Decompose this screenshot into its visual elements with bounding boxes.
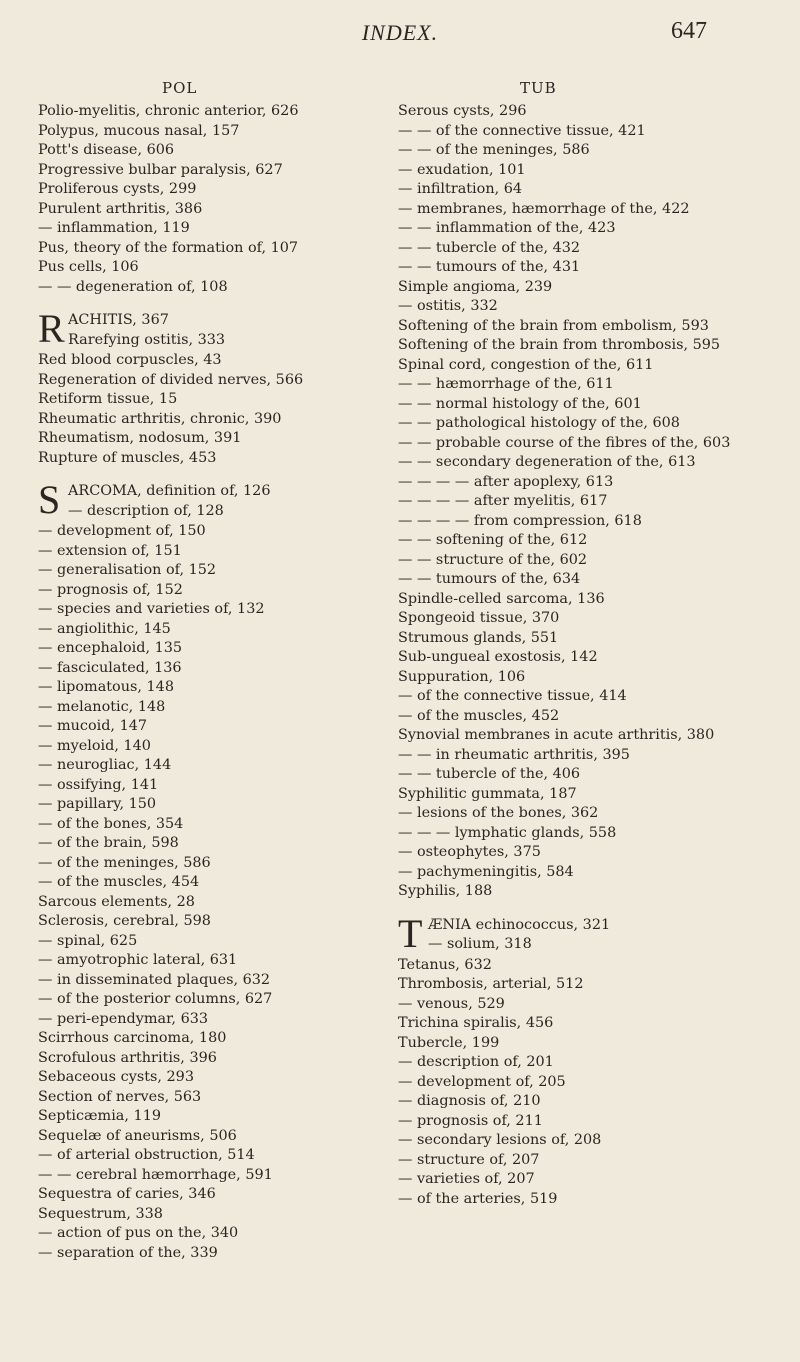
index-entry: Sclerosis, cerebral, 598 <box>38 913 211 929</box>
index-entry: — exudation, 101 <box>398 161 526 178</box>
index-entry: Pott's disease, 606 <box>38 142 175 158</box>
index-entry: — lipomatous, 148 <box>38 679 174 695</box>
index-entry: Pus, theory of the formation of, 107 <box>38 239 299 256</box>
section-s-head <box>38 477 390 522</box>
index-entry: Serous cysts, 296 <box>398 103 527 119</box>
index-entry: — of the muscles, 454 <box>38 874 200 890</box>
index-entry: — infiltration, 64 <box>398 181 523 197</box>
index-entry: — venous, 529 <box>398 995 505 1012</box>
index-entry: — description of, 128 <box>68 502 224 519</box>
index-entry: — — probable course of the fibres of the, 603 <box>398 434 731 451</box>
index-entry: ÆNIA echinococcus, 321 <box>428 916 611 933</box>
index-entry: Polio-myelitis, chronic anterior, 626 <box>38 103 299 119</box>
index-entry: — of arterial obstruction, 514 <box>38 1147 255 1163</box>
index-entry: Sebaceous cysts, 293 <box>38 1069 194 1085</box>
index-entry: Sequestrum, 338 <box>38 1205 163 1222</box>
index-entry: — encephaloid, 135 <box>38 640 183 656</box>
index-entry: Spinal cord, congestion of the, 611 <box>398 356 654 373</box>
index-entry: — neurogliac, 144 <box>38 757 172 773</box>
left-column <box>38 78 390 1263</box>
right-group-t <box>398 956 743 1210</box>
index-entry: — papillary, 150 <box>38 796 157 812</box>
index-entry: Proliferous cysts, 299 <box>38 181 197 197</box>
index-entry: Retiform tissue, 15 <box>38 391 178 407</box>
index-entry: — — in rheumatic arthritis, 395 <box>398 746 630 763</box>
index-entry: — prognosis of, 152 <box>38 581 183 598</box>
index-entry: — prognosis of, 211 <box>398 1112 543 1129</box>
left-group-p <box>38 102 390 297</box>
index-entry: — — cerebral hæmorrhage, 591 <box>38 1166 273 1183</box>
index-entry: Suppuration, 106 <box>398 668 526 685</box>
index-entry: — in disseminated plaques, 632 <box>38 971 271 988</box>
index-entry: — extension of, 151 <box>38 542 182 559</box>
index-entry: — peri-ependymar, 633 <box>38 1010 209 1027</box>
index-entry: — — — lymphatic glands, 558 <box>398 824 617 841</box>
index-entry: — of the posterior columns, 627 <box>38 991 273 1007</box>
index-entry: Sequelæ of aneurisms, 506 <box>38 1127 237 1144</box>
index-entry: Sequestra of caries, 346 <box>38 1186 216 1202</box>
index-entry: — — tubercle of the, 432 <box>398 239 581 256</box>
index-entry: — pachymeningitis, 584 <box>398 863 574 880</box>
index-entry: Polypus, mucous nasal, 157 <box>38 122 240 139</box>
index-entry: — myeloid, 140 <box>38 737 151 754</box>
index-entry: Softening of the brain from embolism, 593 <box>398 317 709 334</box>
index-entry: Syphilitic gummata, 187 <box>398 785 577 802</box>
index-entry: — fasciculated, 136 <box>38 659 182 676</box>
index-entry: — development of, 150 <box>38 523 206 539</box>
right-column <box>398 78 743 1209</box>
index-entry: — generalisation of, 152 <box>38 562 217 578</box>
index-entry: ARCOMA, definition of, 126 <box>68 483 271 499</box>
index-entry: Thrombosis, arterial, 512 <box>398 976 584 992</box>
index-entry: Tetanus, 632 <box>398 956 492 973</box>
drop-cap-r: R <box>38 306 65 351</box>
index-entry: — melanotic, 148 <box>38 698 166 715</box>
drop-cap-t: T <box>398 910 423 956</box>
index-entry: — membranes, hæmorrhage of the, 422 <box>398 200 690 217</box>
index-entry: — ostitis, 332 <box>398 298 498 314</box>
index-entry: — — inflammation of the, 423 <box>398 220 616 236</box>
r-drop-lines <box>68 311 390 350</box>
index-entry: Regeneration of divided nerves, 566 <box>38 371 304 388</box>
index-entry: — osteophytes, 375 <box>398 844 541 860</box>
index-entry: Strumous glands, 551 <box>398 629 559 646</box>
index-entry: Rheumatism, nodosum, 391 <box>38 430 242 446</box>
index-entry: Septicæmia, 119 <box>38 1108 162 1124</box>
index-entry: — — tumours of the, 634 <box>398 571 581 587</box>
index-entry: — — structure of the, 602 <box>398 551 588 568</box>
index-entry: — lesions of the bones, 362 <box>398 805 599 821</box>
page-number: 647 <box>671 18 707 44</box>
drop-cap-s: S <box>38 477 61 522</box>
index-entry: — — — — after apoplexy, 613 <box>398 473 614 490</box>
index-entry: — separation of the, 339 <box>38 1244 218 1261</box>
index-entry: Simple angioma, 239 <box>398 278 553 295</box>
index-entry: Tubercle, 199 <box>398 1034 500 1051</box>
index-entry: — solium, 318 <box>428 936 532 952</box>
index-entry: — amyotrophic lateral, 631 <box>38 952 238 968</box>
index-entry: Red blood corpuscles, 43 <box>38 352 222 368</box>
index-entry: — of the meninges, 586 <box>38 854 211 871</box>
index-entry: — varieties of, 207 <box>398 1171 535 1187</box>
index-entry: ACHITIS, 367 <box>68 312 169 328</box>
index-entry: Spongeoid tissue, 370 <box>398 610 560 626</box>
index-entry: Scirrhous carcinoma, 180 <box>38 1030 227 1046</box>
index-entry: — of the muscles, 452 <box>398 707 560 724</box>
index-entry: Sarcous elements, 28 <box>38 893 195 910</box>
index-entry: Trichina spiralis, 456 <box>398 1015 554 1031</box>
index-entry: — — — — from compression, 618 <box>398 512 642 529</box>
left-column-heading: POL <box>162 79 198 97</box>
index-entry: — — of the meninges, 586 <box>398 142 590 158</box>
index-entry: Pus cells, 106 <box>38 259 139 275</box>
index-entry: — diagnosis of, 210 <box>398 1093 541 1109</box>
index-entry: — — secondary degeneration of the, 613 <box>398 454 696 470</box>
index-entry: Purulent arthritis, 386 <box>38 200 203 217</box>
left-group-r <box>38 351 390 468</box>
index-entry: Syphilis, 188 <box>398 883 493 899</box>
t-drop-lines <box>428 916 743 955</box>
index-entry: — — pathological histology of the, 608 <box>398 415 680 431</box>
page-title: INDEX. <box>361 20 439 45</box>
section-r-head <box>38 306 390 351</box>
index-entry: Spindle-celled sarcoma, 136 <box>398 590 605 607</box>
index-entry: — species and varieties of, 132 <box>38 601 265 617</box>
index-entry: — structure of, 207 <box>398 1151 540 1168</box>
index-entry: — — hæmorrhage of the, 611 <box>398 376 614 392</box>
index-entry: — secondary lesions of, 208 <box>398 1132 602 1148</box>
index-entry: — — of the connective tissue, 421 <box>398 122 646 139</box>
index-entry: Section of nerves, 563 <box>38 1088 202 1105</box>
index-entry: — — tubercle of the, 406 <box>398 766 581 782</box>
index-entry: — development of, 205 <box>398 1073 566 1090</box>
left-group-s <box>38 522 390 1263</box>
index-entry: Progressive bulbar paralysis, 627 <box>38 161 283 178</box>
section-t-head <box>398 910 743 956</box>
index-entry: — description of, 201 <box>398 1054 554 1070</box>
right-group-s <box>398 102 743 902</box>
index-entry: — spinal, 625 <box>38 932 138 949</box>
index-entry: — — tumours of the, 431 <box>398 259 581 275</box>
index-entry: Sub-ungueal exostosis, 142 <box>398 649 598 665</box>
index-entry: — action of pus on the, 340 <box>38 1225 239 1241</box>
index-entry: — of the bones, 354 <box>38 815 184 832</box>
index-entry: — — — — after myelitis, 617 <box>398 493 608 509</box>
s-drop-lines <box>68 482 390 521</box>
index-entry: Rheumatic arthritis, chronic, 390 <box>38 410 282 427</box>
index-entry: Softening of the brain from thrombosis, 595 <box>398 337 721 353</box>
index-entry: — — degeneration of, 108 <box>38 278 228 295</box>
index-entry: — mucoid, 147 <box>38 718 148 734</box>
index-entry: Synovial membranes in acute arthritis, 380 <box>398 727 715 743</box>
index-entry: — — normal histology of the, 601 <box>398 395 642 412</box>
index-entry: — angiolithic, 145 <box>38 620 171 637</box>
index-entry: — inflammation, 119 <box>38 220 190 236</box>
index-entry: Rupture of muscles, 453 <box>38 449 217 466</box>
index-entry: — of the arteries, 519 <box>398 1190 558 1207</box>
index-entry: — — softening of the, 612 <box>398 532 588 548</box>
right-column-heading: TUB <box>520 79 557 97</box>
index-entry: — of the brain, 598 <box>38 835 179 851</box>
index-entry: — of the connective tissue, 414 <box>398 688 627 704</box>
index-entry: — ossifying, 141 <box>38 776 159 793</box>
index-entry: Rarefying ostitis, 333 <box>68 331 226 348</box>
index-entry: Scrofulous arthritis, 396 <box>38 1049 217 1066</box>
